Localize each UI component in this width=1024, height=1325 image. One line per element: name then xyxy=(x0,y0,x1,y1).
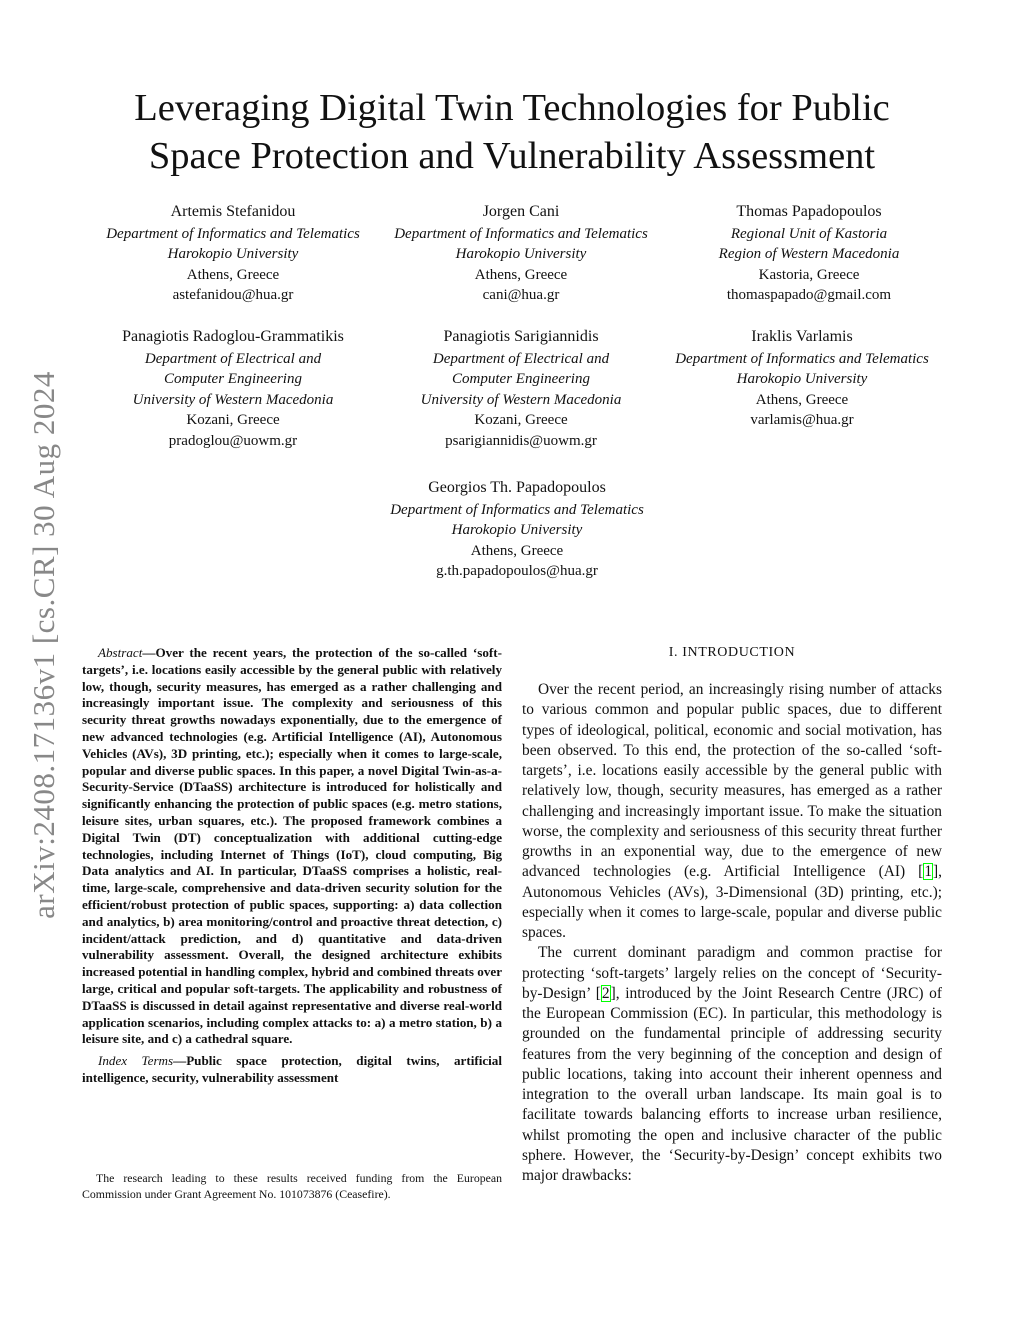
author-location: Athens, Greece xyxy=(474,266,568,283)
affiliation-line: Department of Electrical and xyxy=(432,350,610,367)
author-affiliation xyxy=(83,327,383,451)
affiliation-line: University of Western Macedonia xyxy=(420,391,622,408)
author-location: Athens, Greece xyxy=(470,542,564,559)
text: ], Autonomous Vehicles (AVs), 3-Dimensional (3D) printing, etc.); especially when it comes to large-scale, popular and diverse public spaces. xyxy=(522,863,942,941)
author-name: Jorgen Cani xyxy=(482,203,560,220)
affiliation-line: Computer Engineering xyxy=(452,371,590,387)
citation-link[interactable]: 1 xyxy=(924,863,933,881)
affiliation-line: Department of Informatics and Telematics xyxy=(675,350,929,367)
affiliation-line: Harokopio University xyxy=(736,371,868,387)
footnote-text: The research leading to these results received funding from the European Commission under Grant Agreement No. 101073876 (Ceasefire). xyxy=(82,1171,502,1201)
affiliation-line: Harokopio University xyxy=(451,522,583,538)
affiliation-line: Department of Informatics and Telematics xyxy=(106,225,360,242)
citation-link[interactable]: 2 xyxy=(601,984,610,1002)
text: The current dominant paradigm and common practise for protecting ‘soft-targets’ largely relies on the concept of ‘Security-by-Design’ [ xyxy=(522,944,942,1002)
title-line: Leveraging Digital Twin Technologies for Public xyxy=(134,87,890,129)
text: Over the recent period, an increasingly rising number of attacks to various common and popular public spaces, due to different types of ideological, political, economic and social motivation, has been observed. To this end, the protection of the so-called ‘soft-targets’, i.e. locations easily accessible by the general public with relatively low, though, security measures, has emerged as a rather challenging and increasingly important issue. To make the situation worse, the complexity and seriousness of this security threat further growths in an exponential way, due to the emergence of new advanced technologies (e.g. Artificial Intelligence (AI) [ xyxy=(522,681,942,881)
affiliation-line: Computer Engineering xyxy=(164,371,302,387)
paragraph xyxy=(522,943,942,1186)
introduction-body xyxy=(522,680,942,1186)
author-location: Kozani, Greece xyxy=(474,412,568,428)
author-affiliation xyxy=(659,202,959,306)
affiliation-line: Department of Informatics and Telematics xyxy=(390,501,644,518)
affiliation-line: Department of Electrical and xyxy=(144,350,322,367)
arxiv-side-stamp: arXiv:2408.17136v1 [cs.CR] 30 Aug 2024 xyxy=(26,371,61,919)
author-email[interactable]: pradoglou@uowm.gr xyxy=(168,432,298,449)
author-name: Panagiotis Radoglou-Grammatikis xyxy=(122,328,344,345)
paragraph xyxy=(522,680,942,943)
author-location: Kastoria, Greece xyxy=(758,266,860,283)
author-affiliation xyxy=(371,327,671,451)
abstract xyxy=(82,645,502,1087)
affiliation-line: Harokopio University xyxy=(455,246,587,262)
author-name: Artemis Stefanidou xyxy=(170,203,296,220)
text: ], introduced by the Joint Research Centre (JRC) of the European Commission (EC). In particular, this methodology is grounded on the fundamental principle of addressing security features from the very beginning of the conception and design of public locations, taking into account their inherent openness and integration to the overall urban landscape. Its main goal is to facilitate towards balancing efforts to increase urban resilience, whilst promoting the open and inclusive character of the public sphere. However, the ‘Security-by-Design’ concept exhibits two major drawbacks: xyxy=(522,984,942,1184)
author-location: Athens, Greece xyxy=(755,391,849,408)
paper-title xyxy=(60,84,964,180)
author-affiliation xyxy=(371,202,671,306)
author-location: Kozani, Greece xyxy=(186,412,280,428)
section-heading-introduction: I. INTRODUCTION xyxy=(668,645,796,660)
index-terms-label: Index Terms xyxy=(98,1053,174,1069)
author-email[interactable]: g.th.papadopoulos@hua.gr xyxy=(436,563,598,579)
author-email[interactable]: astefanidou@hua.gr xyxy=(172,287,294,303)
index-terms-text: —Public space protection, digital twins, artificial intelligence, security, vulnerability assessment xyxy=(82,1053,502,1085)
author-name: Thomas Papadopoulos xyxy=(736,203,882,220)
funding-footnote xyxy=(82,1171,502,1202)
affiliation-line: Harokopio University xyxy=(167,246,299,262)
author-email[interactable]: cani@hua.gr xyxy=(482,287,560,303)
author-affiliation xyxy=(83,202,383,306)
author-email[interactable]: varlamis@hua.gr xyxy=(750,412,854,428)
affiliation-line: Regional Unit of Kastoria xyxy=(730,225,888,242)
affiliation-line: University of Western Macedonia xyxy=(132,391,334,408)
abstract-label: Abstract xyxy=(98,645,143,660)
affiliation-line: Department of Informatics and Telematics xyxy=(394,225,648,242)
author-location: Athens, Greece xyxy=(186,266,280,283)
author-affiliation xyxy=(367,478,667,582)
author-email[interactable]: thomaspapado@gmail.com xyxy=(726,287,892,303)
author-name: Panagiotis Sarigiannidis xyxy=(443,328,599,345)
author-affiliation xyxy=(647,327,957,431)
author-name: Iraklis Varlamis xyxy=(751,328,853,345)
author-name: Georgios Th. Papadopoulos xyxy=(428,479,606,496)
title-line: Space Protection and Vulnerability Assessment xyxy=(148,135,876,177)
author-email[interactable]: psarigiannidis@uowm.gr xyxy=(445,432,597,449)
abstract-text: —Over the recent years, the protection of the so-called ‘soft-targets’, i.e. locations easily accessible by the general public with relatively low, though, security measures, has emerged as a rather challenging and increasingly important issue. The complexity and seriousness of this security threat growths nowadays exponentially, due to the emergence of new advanced technologies (e.g. Artificial Intelligence (AI), Autonomous Vehicles (AVs), 3D printing, etc.); especially when it comes to large-scale, popular and diverse public spaces. In this paper, a novel Digital Twin-as-a-Security-Service (DTaaSS) architecture is introduced for holistically and significantly enhancing the protection of public spaces (e.g. metro stations, leisure sites, urban squares, etc.). The proposed framework combines a Digital Twin (DT) conceptualization with additional cutting-edge technologies, including Internet of Things (IoT), cloud computing, Big Data analytics and AI. In particular, DTaaSS comprises a holistic, real-time, large-scale, comprehensive and data-driven security solution for the efficient/robust protection of public spaces, supporting: a) data collection and analytics, b) area monitoring/control and proactive threat detection, c) incident/attack prediction, and d) quantitative and data-driven vulnerability assessment. Overall, the designed architecture exhibits increased potential in handling complex, hybrid and combined threats over large, critical and popular soft-targets. The applicability and robustness of DTaaSS is discussed in detail against representative and diverse real-world application scenarios, including complex attacks to: a) a metro station, b) a leisure site, and c) a cathedral square. xyxy=(82,645,502,1047)
affiliation-line: Region of Western Macedonia xyxy=(718,246,900,262)
